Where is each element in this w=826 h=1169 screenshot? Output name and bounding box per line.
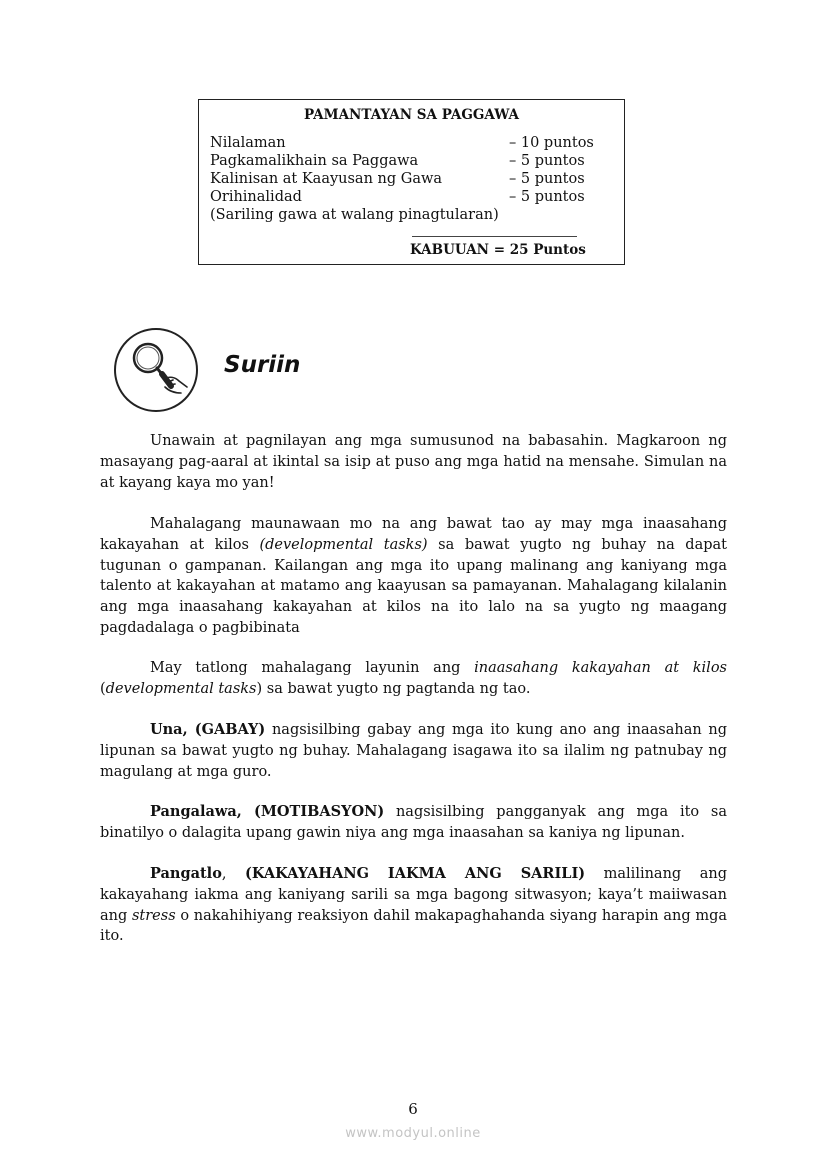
criterion-label: Kalinisan at Kaayusan ng Gawa	[210, 171, 443, 187]
rubric-title: PAMANTAYAN SA PAGGAWA	[304, 107, 519, 123]
criterion-points: – 10 puntos	[509, 135, 594, 151]
criterion-points: – 5 puntos	[509, 189, 585, 205]
paragraph-intro: Unawain at pagnilayan ang mga sumusunod na babasahin. Magkaroon ng masayang pag-aaral at ikintal sa isip at puso ang mga hatid na mensahe. Simulan na at kayang kaya mo yan!	[100, 433, 727, 491]
watermark: www.modyul.online	[345, 1126, 481, 1141]
criterion-note: (Sariling gawa at walang pinagtularan)	[210, 207, 499, 223]
criterion-points: – 5 puntos	[509, 153, 585, 169]
magnifying-glass-icon	[113, 327, 199, 413]
rubric-total: KABUUAN = 25 Puntos	[410, 242, 586, 258]
paragraph-gabay: Una, (GABAY) nagsisilbing gabay ang mga ito kung ano ang inaasahan ng lipunan sa bawat yugto ng buhay. Mahalagang isagawa ito sa ilalim ng patnubay ng magulang at mga guro.	[100, 721, 728, 780]
total-divider	[412, 236, 577, 237]
paragraph-motibasyon: Pangalawa, (MOTIBASYON) nagsisilbing pangganyak ang mga ito sa binatilyo o dalagita upang gawin niya ang mga inaasahan sa kaniya ng lipunan.	[100, 803, 727, 841]
criterion-label: Orihinalidad	[210, 189, 302, 205]
rubric-box	[198, 99, 625, 265]
paragraph-three-goals: May tatlong mahalagang layunin ang inaasahang kakayahan at kilos (developmental tasks) sa bawat yugto ng pagtanda ng tao.	[100, 660, 727, 697]
criterion-label: Nilalaman	[210, 135, 286, 151]
section-title: Suriin	[224, 352, 301, 378]
paragraph-developmental-tasks: Mahalagang maunawaan mo na ang bawat tao ay may mga inaasahang kakayahan at kilos (developmental tasks) sa bawat yugto ng buhay na dapat tugunan o gampanan. Kailangan ang mga ito upang malinang ang kaniyang mga talento at kakayahan at matamo ang kaayusan sa pamayanan. Mahalagang kilalanin ang mga inaasahang kakayahan at kilos na ito lalo na sa yugto ng maagang pagdadalaga o pagbibinata	[100, 516, 727, 636]
page-number: 6	[408, 1100, 418, 1118]
criterion-label: Pagkamalikhain sa Paggawa	[210, 153, 419, 169]
paragraph-kakayahan: Pangatlo, (KAKAYAHANG IAKMA ANG SARILI) malilinang ang kakayahang iakma ang kaniyang sarili sa mga bagong sitwasyon; kaya’t maiiwasan ang stress o nakahihiyang reaksiyon dahil makapaghahanda siyang harapin ang mga ito.	[100, 865, 728, 945]
criterion-points: – 5 puntos	[509, 171, 585, 187]
